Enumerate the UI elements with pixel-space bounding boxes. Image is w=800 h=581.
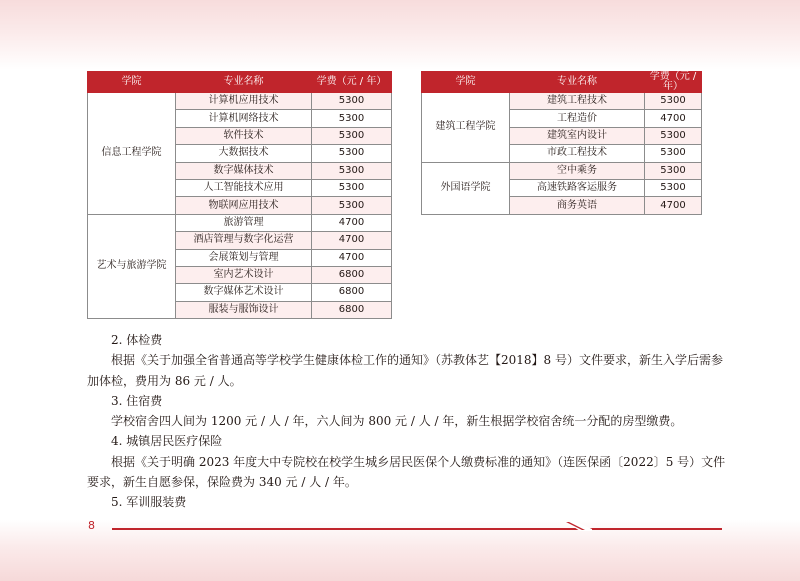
fee-cell: 6800 [312,266,392,283]
page-number: 8 [88,519,95,532]
fee-cell: 4700 [645,197,702,214]
footer-rule [112,528,722,530]
college-cell: 信息工程学院 [88,93,176,215]
table-row [422,162,702,179]
fee-cell: 6800 [312,284,392,301]
section-body: 学校宿舍四人间为 1200 元 / 人 / 年，六人间为 800 元 / 人 / 年，新生根据学校宿舍统一分配的房型缴费。 [111,414,683,429]
header-college: 学院 [422,72,510,93]
major-cell: 软件技术 [176,127,312,144]
section-heading: 3. 住宿费 [111,393,163,408]
header-major: 专业名称 [510,72,645,93]
fee-description [87,330,727,513]
fee-cell: 5300 [312,162,392,179]
major-cell: 酒店管理与数字化运营 [176,232,312,249]
fee-cell: 4700 [312,214,392,231]
fee-cell: 5300 [645,127,702,144]
table-row [422,93,702,110]
major-cell: 计算机应用技术 [176,93,312,110]
page-top-gradient [0,0,800,70]
fee-cell: 5300 [645,93,702,110]
major-cell: 计算机网络技术 [176,110,312,127]
major-cell: 物联网应用技术 [176,197,312,214]
fee-cell: 5300 [645,179,702,196]
college-cell: 艺术与旅游学院 [88,214,176,318]
table-row [88,214,392,231]
header-fee: 学费（元 / 年） [645,72,702,93]
fee-cell: 5300 [312,145,392,162]
major-cell: 商务英语 [510,197,645,214]
fee-cell: 5300 [312,127,392,144]
header-major: 专业名称 [176,72,312,93]
fee-table-right [421,71,702,215]
major-cell: 人工智能技术应用 [176,179,312,196]
fee-cell: 4700 [312,249,392,266]
major-cell: 建筑工程技术 [510,93,645,110]
section-heading: 5. 军训服装费 [111,495,187,510]
major-cell: 数字媒体技术 [176,162,312,179]
major-cell: 大数据技术 [176,145,312,162]
section-body: 根据《关于明确 2023 年度大中专院校在校学生城乡居民医保个人缴费标准的通知》（连医保函〔2022〕5 号）文件要求，新生自愿参保，保险费为 340 元 / 人 / 年。 [87,454,726,490]
footer-rule-notch [566,522,592,531]
fee-cell: 5300 [312,197,392,214]
major-cell: 室内艺术设计 [176,266,312,283]
header-college: 学院 [88,72,176,93]
table-header-row [422,72,702,93]
major-cell: 高速铁路客运服务 [510,179,645,196]
major-cell: 空中乘务 [510,162,645,179]
major-cell: 建筑室内设计 [510,127,645,144]
fee-cell: 4700 [645,110,702,127]
section-heading: 2. 体检费 [111,333,163,347]
major-cell: 市政工程技术 [510,145,645,162]
table-row [88,93,392,110]
fee-table-left [87,71,392,319]
college-cell: 建筑工程学院 [422,93,510,163]
section-body: 根据《关于加强全省普通高等学校学生健康体检工作的通知》（苏教体艺【2018】8 号）文件要求，新生入学后需参加体检，费用为 86 元 / 人。 [87,353,723,388]
header-fee: 学费（元 / 年） [312,72,392,93]
major-cell: 数字媒体艺术设计 [176,284,312,301]
section-heading: 4. 城镇居民医疗保险 [111,434,223,449]
fee-cell: 5300 [312,93,392,110]
major-cell: 旅游管理 [176,214,312,231]
major-cell: 服装与服饰设计 [176,301,312,318]
fee-cell: 5300 [312,110,392,127]
major-cell: 会展策划与管理 [176,249,312,266]
fee-cell: 6800 [312,301,392,318]
fee-cell: 5300 [312,179,392,196]
fee-cell: 4700 [312,232,392,249]
college-cell: 外国语学院 [422,162,510,214]
table-header-row [88,72,392,93]
fee-cell: 5300 [645,145,702,162]
major-cell: 工程造价 [510,110,645,127]
fee-cell: 5300 [645,162,702,179]
